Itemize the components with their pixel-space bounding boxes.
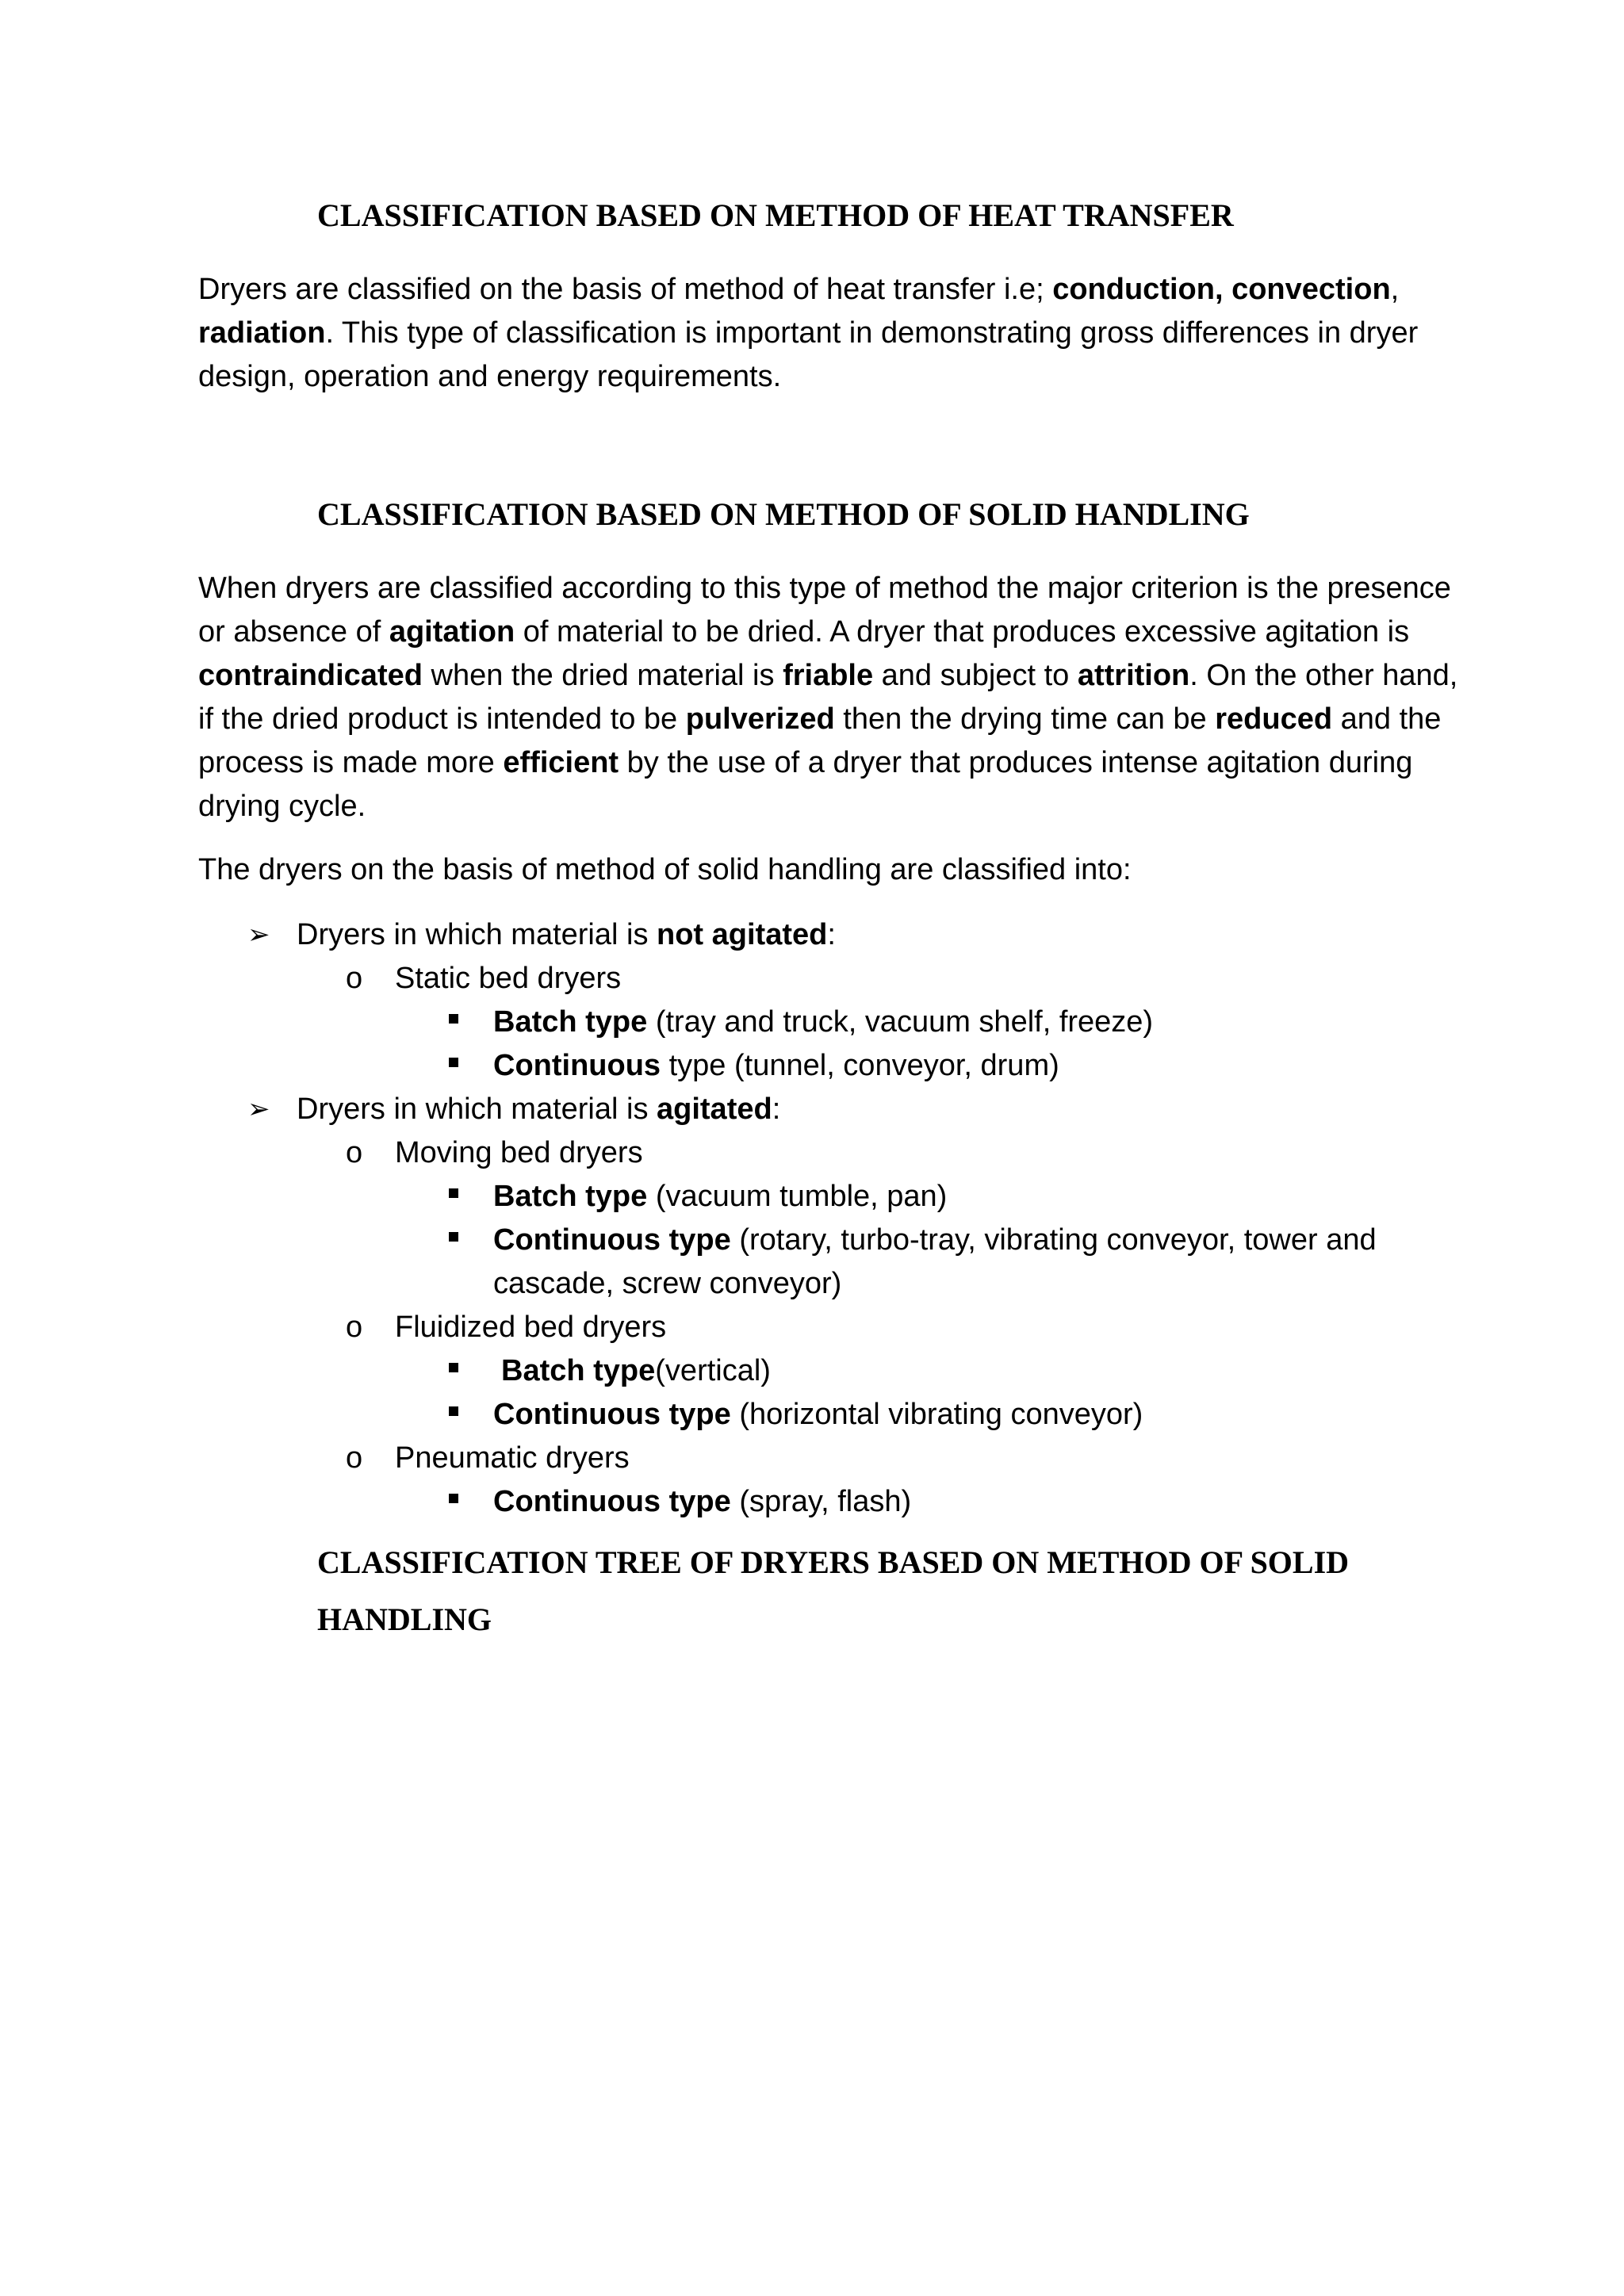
list-item-static-bed: Static bed dryers: [395, 962, 622, 995]
square-bullet-icon: [449, 1014, 458, 1024]
list-item-pneumatic-continuous: Continuous type (spray, flash): [493, 1485, 912, 1518]
list-item-static-batch: Batch type (tray and truck, vacuum shelf, freeze): [493, 1005, 1154, 1039]
paragraph-solid-handling: When dryers are classified according to this type of method the major criterion is the presence or absence of agitation of material to be dried. A dryer that produces excessive agitation is contraindicated when the dried material is friable and subject to attrition. On the other hand, if the dried product is intended to be pulverized then the drying time can be reduced and the process is made more efficient by the use of a dryer that produces intense agitation during drying cycle.: [198, 572, 1458, 823]
list-item-static-continuous: Continuous type (tunnel, conveyor, drum): [493, 1049, 1059, 1082]
list-item-pneumatic: Pneumatic dryers: [395, 1441, 630, 1475]
list-item-moving-continuous-line2: cascade, screw conveyor): [493, 1267, 842, 1300]
list-item-moving-bed: Moving bed dryers: [395, 1136, 643, 1169]
heading-solid-handling: CLASSIFICATION BASED ON METHOD OF SOLID HANDLING: [317, 496, 1250, 532]
square-bullet-icon: [449, 1406, 458, 1416]
list-item-fluidized-bed: Fluidized bed dryers: [395, 1311, 667, 1344]
arrow-bullet-icon: ➢: [247, 920, 270, 950]
square-bullet-icon: [449, 1363, 458, 1372]
paragraph-heat-transfer: Dryers are classified on the basis of method of heat transfer i.e; conduction, convection, radiation. This type of classification is important in demonstrating gross differences in dryer design, operation and energy requirements.: [198, 273, 1419, 393]
arrow-bullet-icon: ➢: [247, 1094, 270, 1124]
circle-bullet-icon: o: [346, 1136, 363, 1169]
heading-classification-tree: CLASSIFICATION TREE OF DRYERS BASED ON METHOD OF SOLID HANDLING: [317, 1544, 1350, 1637]
square-bullet-icon: [449, 1188, 458, 1198]
list-item-not-agitated: Dryers in which material is not agitated:: [297, 918, 836, 951]
square-bullet-icon: [449, 1232, 458, 1242]
circle-bullet-icon: o: [346, 1311, 363, 1344]
list-item-moving-batch: Batch type (vacuum tumble, pan): [493, 1180, 948, 1213]
circle-bullet-icon: o: [346, 1441, 363, 1475]
circle-bullet-icon: o: [346, 962, 363, 995]
intro-classified-into: The dryers on the basis of method of solid handling are classified into:: [198, 853, 1132, 886]
list-item-fluidized-batch: Batch type(vertical): [501, 1354, 771, 1387]
square-bullet-icon: [449, 1058, 458, 1067]
list-item-moving-continuous: Continuous type (rotary, turbo-tray, vibrating conveyor, tower and: [493, 1223, 1377, 1257]
list-item-agitated: Dryers in which material is agitated:: [297, 1093, 781, 1126]
heading-heat-transfer: CLASSIFICATION BASED ON METHOD OF HEAT TRANSFER: [317, 197, 1234, 233]
square-bullet-icon: [449, 1494, 458, 1503]
list-item-fluidized-continuous: Continuous type (horizontal vibrating conveyor): [493, 1398, 1143, 1431]
